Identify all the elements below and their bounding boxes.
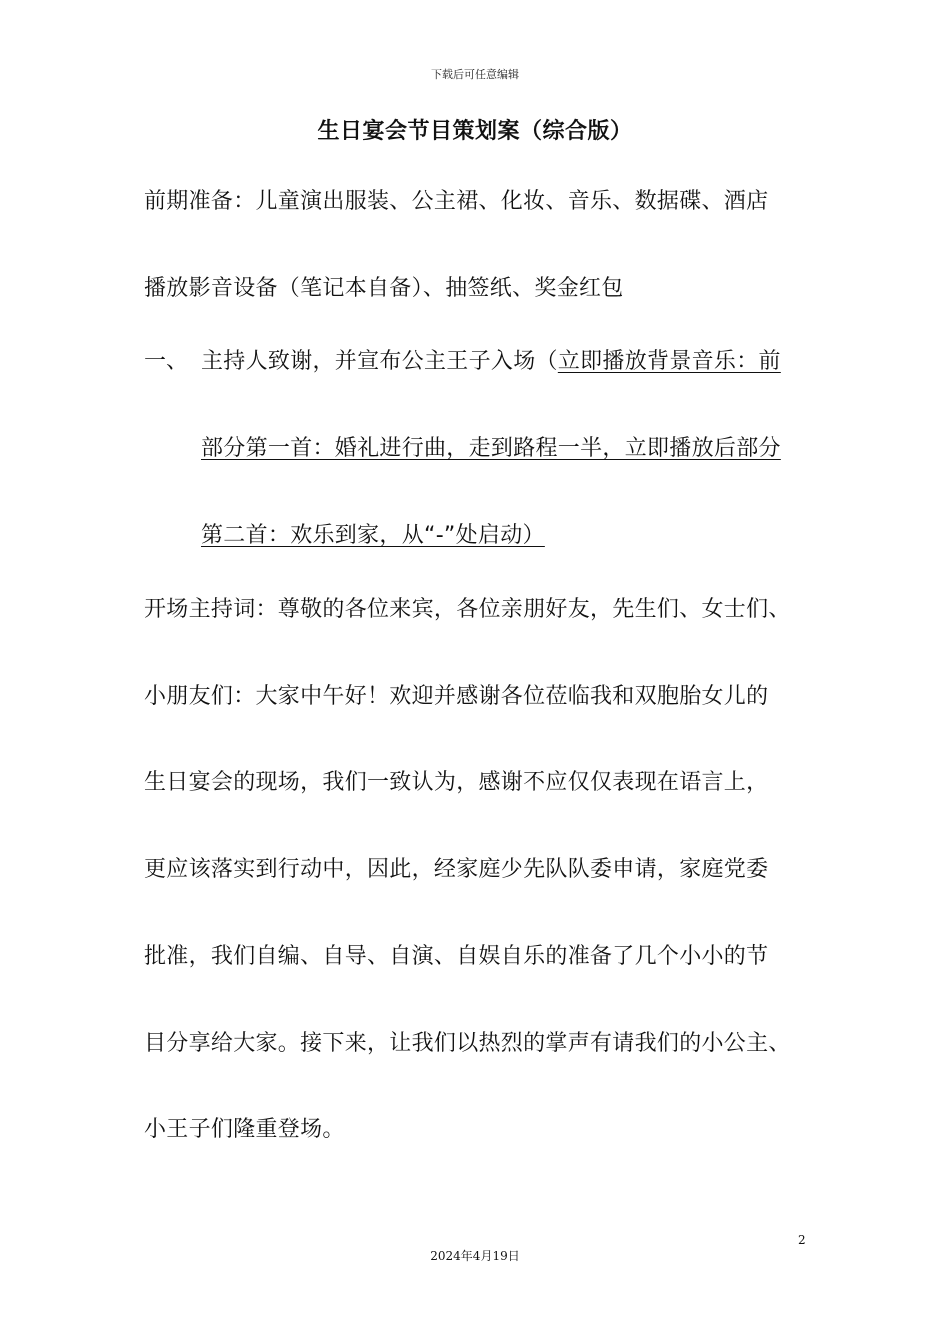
opening-line: 小王子们隆重登场。 — [144, 1117, 345, 1142]
prep-line-2: 播放影音设备（笔记本自备）、抽签纸、奖金红包 — [144, 276, 624, 301]
opening-line: 目分享给大家。接下来，让我们以热烈的掌声有请我们的小公主、 — [144, 1031, 791, 1056]
list-item-text: 主持人致谢，并宣布公主王子入场（ — [201, 349, 558, 374]
header-note: 下载后可任意编辑 — [431, 68, 519, 81]
list-item-line-3: 第二首：欢乐到家，从“-”处启动） — [201, 523, 545, 548]
list-item-number: 一、 — [144, 349, 189, 374]
page-title: 生日宴会节目策划案（综合版） — [317, 119, 633, 144]
list-item-line-2: 部分第一首：婚礼进行曲，走到路程一半，立即播放后部分 — [201, 436, 781, 461]
prep-line-1: 前期准备：儿童演出服装、公主裙、化妆、音乐、数据碟、酒店 — [144, 189, 769, 214]
page-number: 2 — [798, 1233, 806, 1247]
list-item-line-1 — [201, 346, 781, 378]
opening-line: 批准，我们自编、自导、自演、自娱自乐的准备了几个小小的节 — [144, 944, 769, 969]
footer-date: 2024年4月19日 — [430, 1249, 520, 1263]
opening-line: 更应该落实到行动中，因此，经家庭少先队队委申请，家庭党委 — [144, 857, 769, 882]
opening-line: 小朋友们：大家中午好！欢迎并感谢各位莅临我和双胞胎女儿的 — [144, 684, 769, 709]
music-instruction-underlined: 立即播放背景音乐：前 — [557, 349, 781, 374]
opening-line: 生日宴会的现场，我们一致认为，感谢不应仅仅表现在语言上， — [144, 770, 769, 795]
opening-line: 开场主持词：尊敬的各位来宾，各位亲朋好友，先生们、女士们、 — [144, 597, 791, 622]
